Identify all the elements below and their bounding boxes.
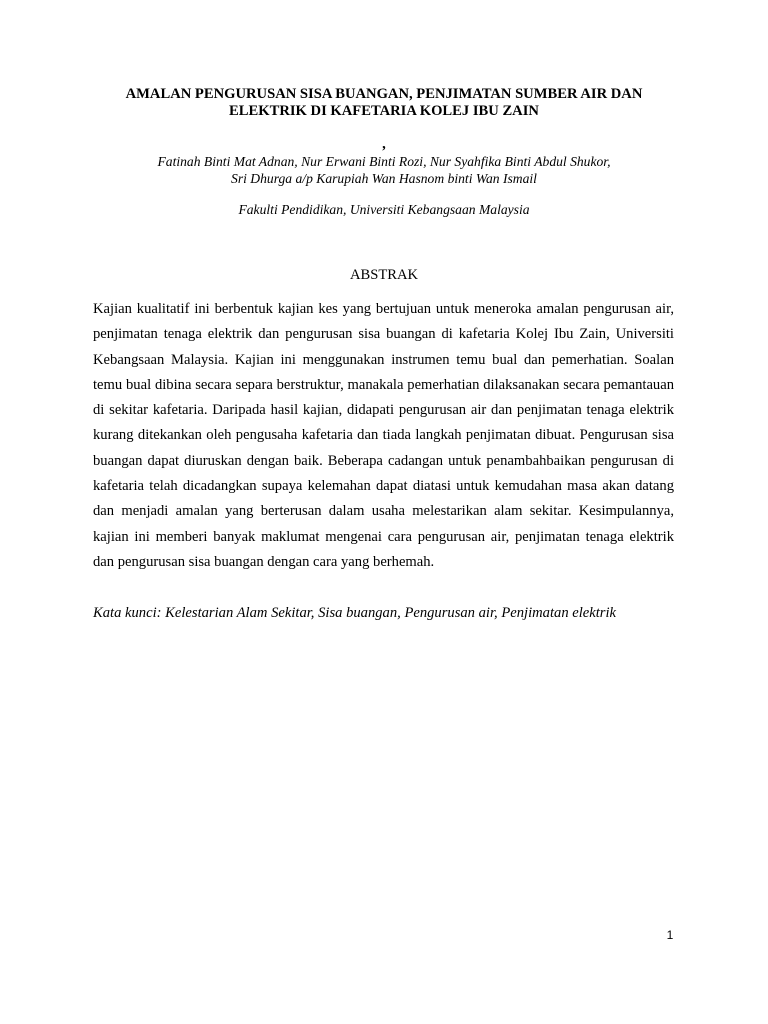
- page-number: 1: [666, 928, 674, 942]
- affiliation: Fakulti Pendidikan, Universiti Kebangsaan Malaysia: [238, 202, 530, 217]
- abstract-heading: ABSTRAK: [349, 267, 419, 283]
- author-line-1: Fatinah Binti Mat Adnan, Nur Erwani Binti Rozi, Nur Syahfika Binti Abdul Shukor,: [157, 154, 611, 169]
- paper-title: AMALAN PENGURUSAN SISA BUANGAN, PENJIMATAN SUMBER AIR DAN ELEKTRIK DI KAFETARIA KOLEJ IBU ZAIN: [125, 86, 643, 119]
- title-mark: ,: [382, 136, 386, 152]
- author-line-2: Sri Dhurga a/p Karupiah Wan Hasnom binti Wan Ismail: [231, 171, 537, 186]
- abstract-body: Kajian kualitatif ini berbentuk kajian kes yang bertujuan untuk meneroka amalan pengurusan air, penjimatan tenaga elektrik dan pengurusan sisa buangan di kafetaria Kolej Ibu Zain, Universiti Kebangsaan Malaysia. Kajian ini menggunakan instrumen temu bual dan pemerhatian. Soalan temu bual dibina secara separa berstruktur, manakala pemerhatian dilaksanakan secara pemantauan di sekitar kafetaria. Daripada hasil kajian, didapati pengurusan air dan penjimatan tenaga elektrik kurang ditekankan oleh pengusaha kafetaria dan tiada langkah penjimatan dibuat. Pengurusan sisa buangan dapat diuruskan dengan baik. Beberapa cadangan untuk penambahbaikan pengurusan di kafetaria telah dicadangkan supaya kelemahan dapat diatasi untuk kemudahan masa akan datang dan menjadi amalan yang berterusan dalam usaha melestarikan alam sekitar. Kesimpulannya, kajian ini memberi banyak maklumat mengenai cara pengurusan air, penjimatan tenaga elektrik dan pengurusan sisa buangan dengan cara yang berhemah.: [93, 301, 674, 570]
- author-list: [92, 153, 676, 187]
- keywords: Kata kunci: Kelestarian Alam Sekitar, Sisa buangan, Pengurusan air, Penjimatan elektrik: [93, 605, 617, 621]
